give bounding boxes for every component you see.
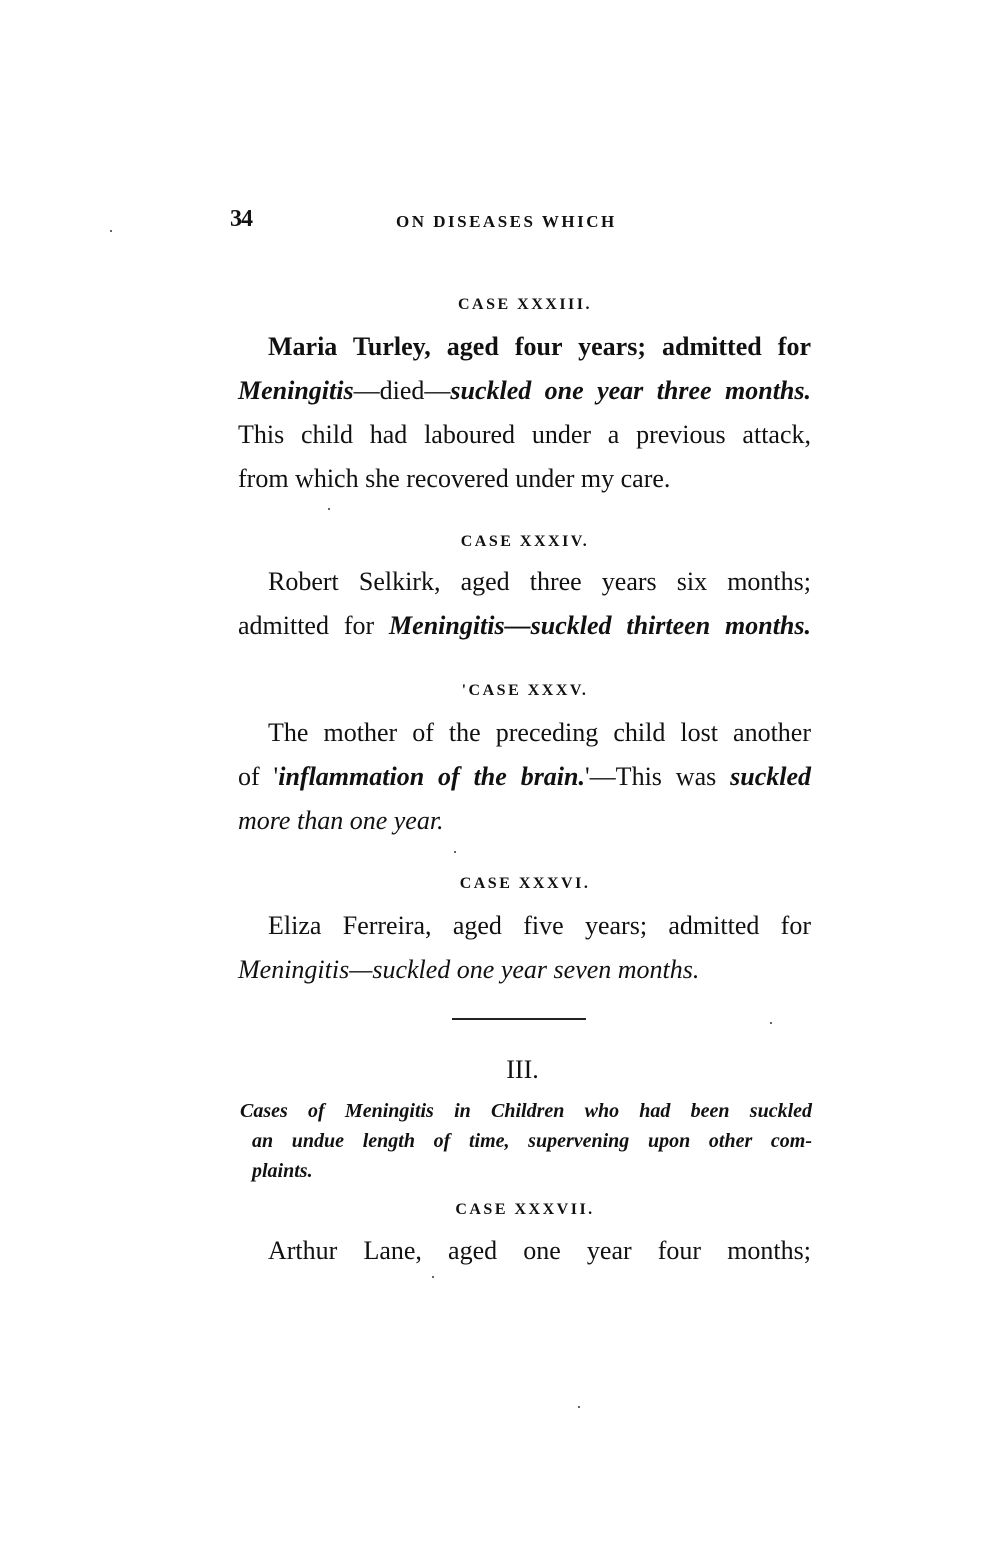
case-xxxvi-text	[238, 904, 811, 992]
text-line: Arthur Lane, aged one year four months;	[268, 1236, 811, 1265]
text-line: admitted for Meningitis—suckled thirteen months.	[238, 611, 812, 640]
scan-speck	[328, 508, 330, 510]
scan-speck	[578, 1406, 580, 1408]
case-xxxvii-text	[238, 1229, 811, 1273]
text-line: from which she recovered under my care.	[238, 464, 671, 493]
section-description	[240, 1096, 812, 1186]
case-xxxiii-text	[238, 325, 811, 501]
text-line: Meningitis—died—suckled one year three months.	[238, 376, 811, 405]
text-line: The mother of the preceding child lost another	[268, 718, 811, 747]
scan-speck	[432, 1276, 434, 1278]
scan-speck	[110, 230, 112, 232]
case-heading-xxxv: 'CASE XXXV.	[461, 682, 589, 699]
description-line: an undue length of time, supervening upon other com-	[252, 1130, 812, 1152]
text-line: Maria Turley, aged four years; admitted for	[268, 332, 811, 361]
section-divider	[452, 1018, 586, 1020]
scan-speck	[454, 851, 456, 853]
text-line: more than one year.	[238, 806, 444, 835]
text-line: Eliza Ferreira, aged five years; admitted for	[268, 911, 811, 940]
text-line: This child had laboured under a previous attack,	[238, 420, 811, 449]
case-xxxv-text	[238, 711, 811, 843]
case-heading-xxxiii: CASE XXXIII.	[457, 296, 593, 313]
description-line: Cases of Meningitis in Children who had been suckled	[240, 1100, 812, 1122]
running-title: ON DISEASES WHICH	[396, 212, 617, 231]
section-number: III.	[506, 1055, 539, 1084]
text-line: of 'inflammation of the brain.'—This was suckled	[238, 762, 812, 791]
page-number: 34	[230, 206, 252, 232]
description-line: plaints.	[252, 1160, 313, 1182]
case-heading-xxxvi: CASE XXXVI.	[459, 875, 591, 892]
scan-speck	[770, 1022, 772, 1024]
text-line: Robert Selkirk, aged three years six months;	[268, 567, 811, 596]
case-heading-xxxiv: CASE XXXIV.	[460, 533, 590, 550]
text-line: Meningitis—suckled one year seven months.	[238, 955, 700, 984]
case-xxxiv-text	[238, 560, 811, 648]
case-heading-xxxvii: CASE XXXVII.	[455, 1201, 595, 1218]
